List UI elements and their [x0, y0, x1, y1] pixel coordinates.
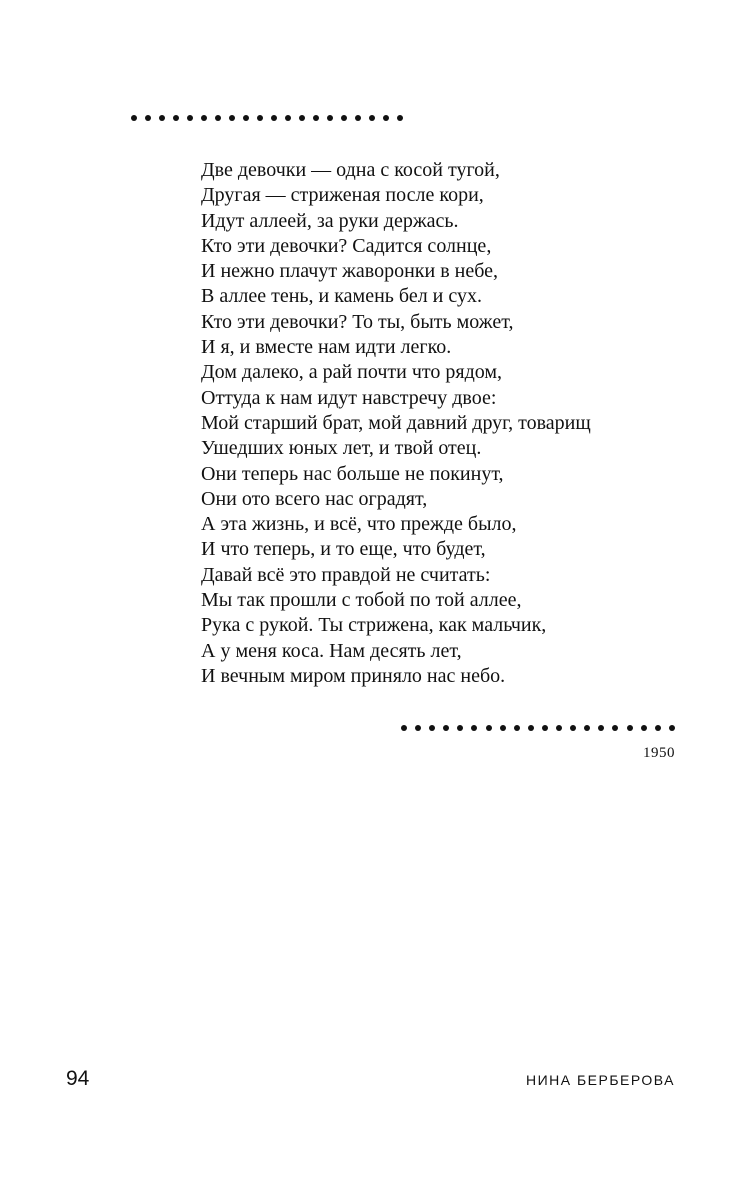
poem-line: Мой старший брат, мой давний друг, товарищ: [201, 411, 591, 434]
ornament-dot: [457, 725, 463, 731]
poem-line: Мы так прошли с тобой по той аллее,: [201, 589, 522, 612]
poem-line: Давай всё это правдой не считать:: [201, 563, 491, 586]
ornament-dot: [429, 725, 435, 731]
poem-line: Они теперь нас больше не покинут,: [201, 462, 504, 485]
poem-line: А эта жизнь, и всё, что прежде было,: [201, 513, 517, 536]
poem-line: И я, и вместе нам идти легко.: [201, 336, 452, 359]
page-number: 94: [66, 1067, 90, 1090]
ornament-dot: [669, 725, 675, 731]
ornament-dot: [471, 725, 477, 731]
poem-line: И что теперь, и то еще, что будет,: [201, 538, 486, 561]
poem-line: И нежно плачут жаворонки в небе,: [201, 260, 499, 283]
running-footer-author: НИНА БЕРБЕРОВА: [525, 1072, 675, 1088]
poem-line: Идут аллеей, за руки держась.: [201, 209, 459, 232]
poem-line: Кто эти девочки? То ты, быть может,: [201, 310, 514, 333]
poem-line: Они ото всего нас оградят,: [201, 487, 428, 510]
poem-line: В аллее тень, и камень бел и сух.: [201, 285, 482, 308]
ornament-dot: [627, 725, 633, 731]
ornament-dots-bottom: [401, 723, 675, 733]
ornament-dots-top: [131, 113, 403, 123]
ornament-dot: [401, 725, 407, 731]
poem-line: Две девочки — одна с косой тугой,: [201, 159, 500, 181]
ornament-dot: [173, 115, 179, 121]
ornament-dot: [598, 725, 604, 731]
poem-line: И вечным миром приняло нас небо.: [201, 664, 506, 687]
ornament-dot: [131, 115, 137, 121]
ornament-dot: [383, 115, 389, 121]
ornament-dot: [415, 725, 421, 731]
ornament-dot: [486, 725, 492, 731]
ornament-dot: [243, 115, 249, 121]
poem-line: Ушедших юных лет, и твой отец.: [201, 437, 482, 460]
ornament-dot: [355, 115, 361, 121]
ornament-dot: [327, 115, 333, 121]
ornament-dot: [299, 115, 305, 121]
ornament-dot: [542, 725, 548, 731]
poem-line: Оттуда к нам идут навстречу двое:: [201, 386, 497, 409]
ornament-dot: [528, 725, 534, 731]
ornament-dot: [514, 725, 520, 731]
poem-line: Дом далеко, а рай почти что рядом,: [201, 361, 503, 384]
ornament-dot: [500, 725, 506, 731]
ornament-dot: [201, 115, 207, 121]
ornament-dot: [159, 115, 165, 121]
ornament-dot: [570, 725, 576, 731]
ornament-dot: [641, 725, 647, 731]
ornament-dot: [369, 115, 375, 121]
ornament-dot: [271, 115, 277, 121]
ornament-dot: [285, 115, 291, 121]
poem-year: 1950: [643, 745, 675, 761]
poem-text: [201, 158, 721, 689]
poem-line: Другая — стриженая после кори,: [201, 184, 484, 207]
poem-line: Кто эти девочки? Садится солнце,: [201, 234, 492, 257]
ornament-dot: [257, 115, 263, 121]
ornament-dot: [584, 725, 590, 731]
ornament-dot: [612, 725, 618, 731]
poem-line: Рука с рукой. Ты стрижена, как мальчик,: [201, 614, 547, 637]
ornament-dot: [397, 115, 403, 121]
ornament-dot: [145, 115, 151, 121]
ornament-dot: [215, 115, 221, 121]
ornament-dot: [187, 115, 193, 121]
ornament-dot: [341, 115, 347, 121]
ornament-dot: [556, 725, 562, 731]
ornament-dot: [655, 725, 661, 731]
ornament-dot: [443, 725, 449, 731]
poem-line: А у меня коса. Нам десять лет,: [201, 639, 462, 662]
ornament-dot: [313, 115, 319, 121]
ornament-dot: [229, 115, 235, 121]
